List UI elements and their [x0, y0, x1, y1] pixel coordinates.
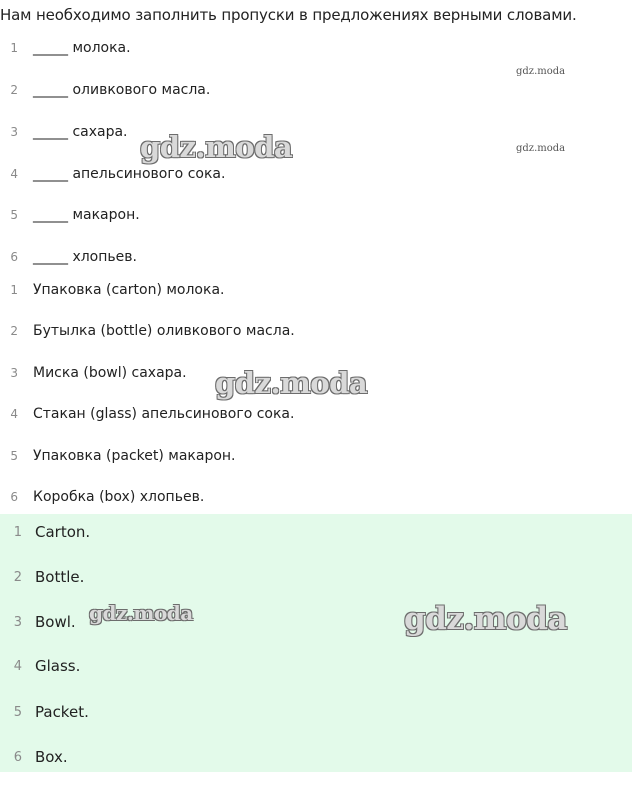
list-item: [0, 279, 224, 301]
list-item: [0, 320, 295, 342]
item-text: _____ сахара.: [33, 124, 128, 140]
answer-block: [0, 514, 632, 772]
item-number: 4: [10, 167, 18, 181]
list-item: [0, 79, 210, 101]
item-number: 6: [10, 490, 18, 504]
item-text: _____ макарон.: [33, 207, 140, 223]
item-text: Packet.: [35, 703, 89, 721]
item-text: Упаковка (packet) макарон.: [33, 448, 236, 464]
item-text: _____ апельсинового сока.: [33, 166, 226, 182]
list-item: [0, 163, 225, 185]
item-text: Carton.: [35, 523, 91, 541]
list-item: [0, 445, 236, 467]
watermark-small: gdz.moda: [516, 66, 566, 77]
item-number: 1: [13, 524, 22, 540]
item-number: 1: [10, 41, 18, 55]
watermark: gdz.moda: [89, 601, 193, 625]
list-item: [0, 362, 187, 384]
item-text: Коробка (box) хлопьев.: [33, 489, 205, 505]
item-text: Миска (bowl) сахара.: [33, 365, 187, 381]
item-text: Bottle.: [35, 568, 85, 586]
list-item: [0, 566, 84, 588]
watermark: gdz.moda: [140, 130, 293, 164]
item-number: 4: [10, 407, 18, 421]
item-text: Бутылка (bottle) оливкового масла.: [33, 323, 295, 339]
item-text: _____ молока.: [33, 40, 131, 56]
watermark: gdz.moda: [404, 601, 567, 637]
list-item: [0, 611, 76, 633]
item-text: Box.: [35, 748, 68, 766]
list-item: [0, 121, 128, 143]
instruction-text: Нам необходимо заполнить пропуски в предложениях верными словами.: [0, 6, 577, 24]
item-number: 3: [10, 125, 18, 139]
item-number: 2: [10, 83, 18, 97]
list-item: [0, 701, 89, 723]
watermark: gdz.moda: [215, 366, 368, 400]
item-number: 5: [10, 449, 18, 463]
item-number: 5: [10, 208, 18, 222]
watermark-small: gdz.moda: [516, 143, 566, 154]
list-item: [0, 403, 294, 425]
item-number: 4: [13, 658, 22, 674]
item-text: Bowl.: [35, 613, 76, 631]
item-text: _____ оливкового масла.: [33, 82, 211, 98]
item-text: Упаковка (carton) молока.: [33, 282, 225, 298]
item-number: 5: [13, 704, 22, 720]
item-text: Стакан (glass) апельсинового сока.: [33, 406, 295, 422]
list-item: [0, 246, 137, 268]
list-item: [0, 521, 90, 543]
item-number: 2: [13, 569, 22, 585]
list-item: [0, 204, 140, 226]
item-text: Glass.: [35, 657, 81, 675]
list-item: [0, 486, 204, 508]
item-number: 6: [10, 250, 18, 264]
item-number: 3: [13, 614, 22, 630]
item-number: 1: [10, 283, 18, 297]
item-number: 2: [10, 324, 18, 338]
item-number: 6: [13, 749, 22, 765]
list-item: [0, 746, 68, 768]
item-text: _____ хлопьев.: [33, 249, 137, 265]
item-number: 3: [10, 366, 18, 380]
list-item: [0, 37, 131, 59]
list-item: [0, 655, 80, 677]
